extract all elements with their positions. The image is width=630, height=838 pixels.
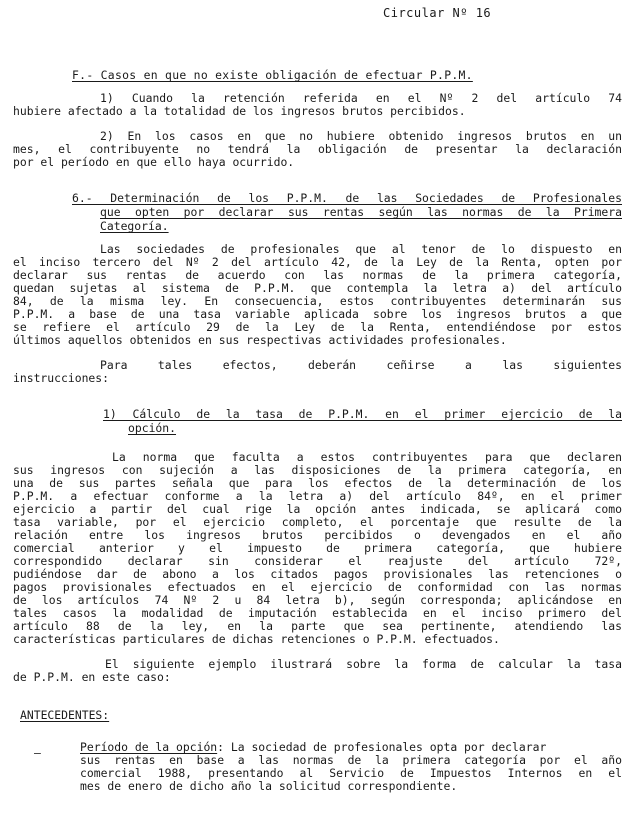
antecedentes-title: ANTECEDENTES: — [20, 708, 110, 722]
section-6-p3-line: tasa variable, por el ejercicio completo, el porcentaje que resulte de la — [13, 515, 622, 529]
antecedentes-item-line: sus rentas en base a las normas de la primera categoría por el año — [80, 753, 622, 767]
antecedentes-item-line: mes de enero de dicho año la solicitud correspondiente. — [80, 779, 458, 793]
section-6-p1-line: últimos aquellos obtenidos en sus respectivas actividades profesionales. — [13, 333, 507, 347]
section-6-p1-line: se refiere el artículo 29 de la Ley de la Renta, entendiéndose por estos — [13, 320, 622, 334]
section-f-p1-line: hubiere afectado a la totalidad de los ingresos brutos percibidos. — [13, 104, 466, 118]
section-6-p2-line: instrucciones: — [13, 371, 110, 385]
section-6-p3-line: de los artículos 74 Nº 2 u 84 letra b), según corresponda; aplicándose en — [13, 593, 622, 607]
section-6-p3-line: correspondido declarar sin considerar el reajuste del artículo 72º, — [13, 554, 622, 568]
section-f-title: F.- Casos en que no existe obligación de efectuar P.P.M. — [72, 68, 473, 82]
section-6-p1-line: P.P.M. a base de una tasa variable aplicada sobre los ingresos brutos a que — [13, 307, 622, 321]
section-6-p3-line: características particulares de dichas retenciones o P.P.M. efectuados. — [13, 632, 500, 646]
section-6-p3-line: sus ingresos con sujeción a las disposiciones de la primera categoría, en — [13, 463, 622, 477]
subsection-1-title-line: opción. — [128, 421, 177, 435]
section-6-title-line: 6.- Determinación de los P.P.M. de las Sociedades de Profesionales — [72, 191, 622, 205]
section-6-p3-line: P.P.M. a efectuar conforme a la letra a) del artículo 84º, en el primer — [13, 489, 622, 503]
section-6-p3-line: tales casos la modalidad de imputación establecida en el inciso primero del — [13, 606, 622, 620]
section-6-p3-line: artículo 88 de la ley, en la parte que sea pertinente, atendiendo las — [13, 619, 622, 633]
section-6-p2-line: Para tales efectos, deberán ceñirse a las siguientes — [100, 358, 622, 372]
section-6-p1-line: declarar sus rentas de acuerdo con las normas de la primera categoría, — [13, 268, 622, 282]
item-text: : La sociedad de profesionales opta por declarar — [217, 740, 547, 754]
section-6-p1-line: el inciso tercero del Nº 2 del artículo 42, de la Ley de la Renta, opten por — [13, 255, 622, 269]
section-6-title-line: Categoría. — [100, 219, 169, 233]
antecedentes-item-line: comercial 1988, presentando al Servicio de Impuestos Internos en el — [80, 766, 622, 780]
section-f-p2-line: 2) En los casos en que no hubiere obtenido ingresos brutos en un — [100, 129, 622, 143]
section-f-p2-line: por el período en que ello haya ocurrido. — [13, 155, 295, 169]
section-6-p3-line: ejercicio a partir del cual rige la opción antes indicada, se aplicará como — [13, 502, 622, 516]
section-6-p3-line: La norma que faculta a estos contribuyentes para que declaren — [112, 450, 622, 464]
section-6-p1-line: 84, de la misma ley. En consecuencia, estos contribuyentes determinarán sus — [13, 294, 622, 308]
section-f-p2-line: mes, el contribuyente no tendrá la obligación de presentar la declaración — [13, 142, 622, 156]
section-6-p3-line: relación entre los ingresos brutos percibidos o devengados en el año — [13, 528, 622, 542]
antecedentes-item-first-line — [80, 740, 622, 754]
item-label: Período de la opción — [80, 740, 218, 754]
section-6-p3-line: pagos provisionales efectuados en el ejercicio de conformidad con las normas — [13, 580, 622, 594]
circular-number: Circular Nº 16 — [383, 6, 492, 20]
bullet-dash: – — [34, 746, 41, 760]
section-f-p1-line: 1) Cuando la retención referida en el Nº 2 del artículo 74 — [100, 91, 622, 105]
section-6-p4-line: El siguiente ejemplo ilustrará sobre la forma de calcular la tasa — [105, 657, 622, 671]
section-6-title-line: que opten por declarar sus rentas según las normas de la Primera — [100, 205, 622, 219]
section-6-p1-line: Las sociedades de profesionales que al tenor de lo dispuesto en — [100, 242, 622, 256]
section-6-p1-line: quedan sujetas al sistema de P.P.M. que contempla la letra a) del artículo — [13, 281, 622, 295]
section-6-p3-line: comercial anterior y el impuesto de primera categoría, que hubiere — [13, 541, 622, 555]
section-6-p3-line: una de sus partes señala que para los efectos de la determinación de los — [13, 476, 622, 490]
subsection-1-title-line: 1) Cálculo de la tasa de P.P.M. en el primer ejercicio de la — [103, 407, 622, 421]
section-6-p3-line: pudiéndose dar de abono a los citados pagos provisionales las retenciones o — [13, 567, 622, 581]
section-6-p4-line: de P.P.M. en este caso: — [13, 670, 171, 684]
